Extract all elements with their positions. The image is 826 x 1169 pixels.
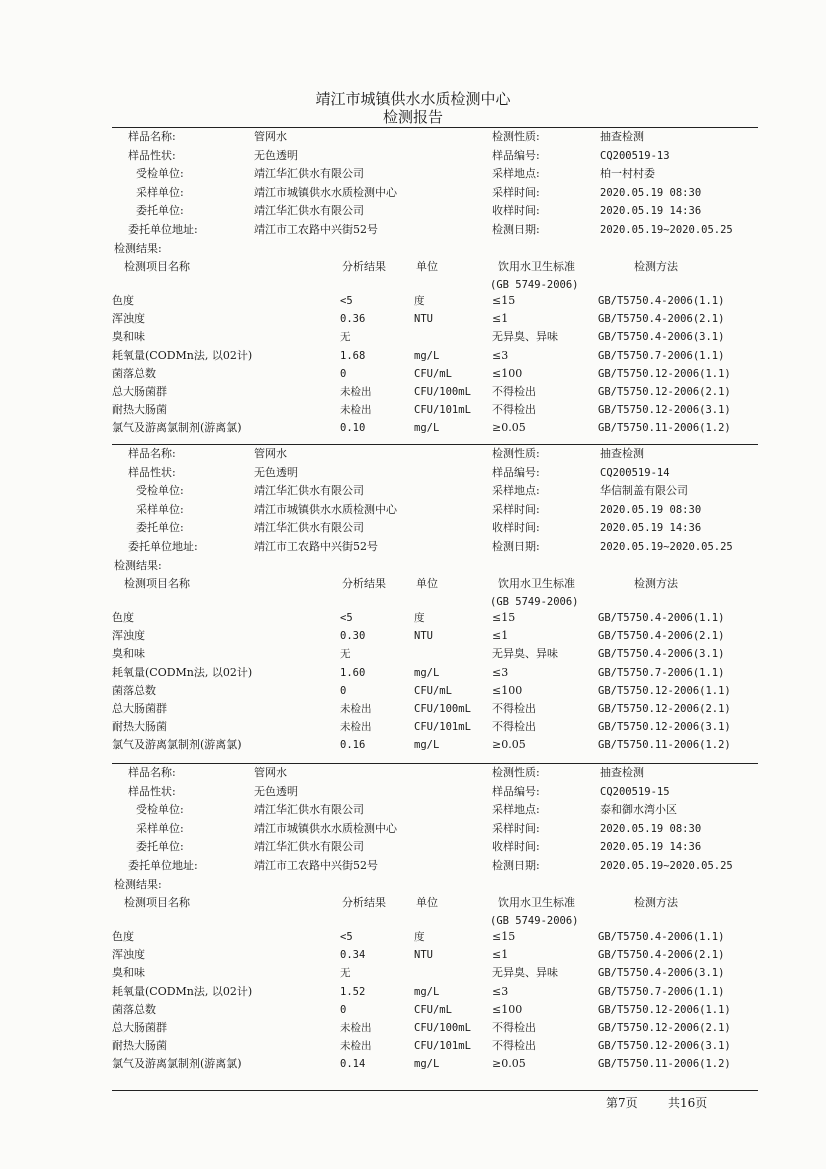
item-result: 0.36 xyxy=(340,313,366,326)
field-value-inspected-unit: 靖江华汇供水有限公司 xyxy=(254,484,364,497)
item-unit: 度 xyxy=(414,931,425,943)
col-header-method: 检测方法 xyxy=(634,577,678,590)
item-name: 色度 xyxy=(112,930,134,943)
item-result: <5 xyxy=(340,295,353,307)
item-name: 氯气及游离氯制剂(游离氯) xyxy=(112,738,242,752)
field-value-sampling-unit: 靖江市城镇供水水质检测中心 xyxy=(254,185,397,199)
field-label-sampling-unit: 采样单位: xyxy=(136,185,184,199)
field-value-entrusting-address: 靖江市工农路中兴街52号 xyxy=(254,222,378,236)
page-number: 第7页 xyxy=(606,1096,638,1110)
item-name: 臭和味 xyxy=(112,647,145,661)
item-method: GB/T5750.12-2006(3.1) xyxy=(598,1040,731,1053)
col-header-standard-ref: (GB 5749-2006) xyxy=(490,915,579,927)
item-method: GB/T5750.4-2006(1.1) xyxy=(598,931,725,943)
col-header-result: 分析结果 xyxy=(342,260,386,273)
field-label-sample-name: 样品名称: xyxy=(128,130,176,143)
col-header-standard: 饮用水卫生标准 xyxy=(498,577,575,590)
field-label-sampling-unit: 采样单位: xyxy=(136,502,184,516)
field-label-sample-name: 样品名称: xyxy=(128,766,176,779)
item-method: GB/T5750.11-2006(1.2) xyxy=(598,422,731,435)
field-label-sampling-time: 采样时间: xyxy=(492,821,540,835)
item-method: GB/T5750.4-2006(2.1) xyxy=(598,630,725,643)
item-method: GB/T5750.7-2006(1.1) xyxy=(598,985,725,998)
item-name: 浑浊度 xyxy=(112,948,145,962)
field-value-test-date: 2020.05.19~2020.05.25 xyxy=(600,859,733,872)
item-standard: ≥0.05 xyxy=(492,1057,526,1071)
item-name: 耐热大肠菌 xyxy=(112,1039,167,1053)
col-header-standard-ref: (GB 5749-2006) xyxy=(490,596,579,608)
item-method: GB/T5750.11-2006(1.2) xyxy=(598,1058,731,1071)
item-result: <5 xyxy=(340,931,353,943)
report-org-title: 靖江市城镇供水水质检测中心 xyxy=(315,90,511,108)
item-method: GB/T5750.7-2006(1.1) xyxy=(598,666,725,679)
col-header-unit: 单位 xyxy=(416,577,438,590)
item-method: GB/T5750.12-2006(3.1) xyxy=(598,721,731,734)
item-standard: ≤15 xyxy=(492,611,516,624)
item-unit: NTU xyxy=(414,630,433,643)
col-header-item: 检测项目名称 xyxy=(124,896,190,909)
field-value-receive-time: 2020.05.19 14:36 xyxy=(600,522,702,534)
field-label-inspected-unit: 受检单位: xyxy=(136,803,184,816)
field-value-sampling-place: 泰和御水湾小区 xyxy=(600,803,677,816)
item-name: 色度 xyxy=(112,611,134,624)
item-standard: 不得检出 xyxy=(492,385,536,398)
field-value-receive-time: 2020.05.19 14:36 xyxy=(600,205,702,217)
item-method: GB/T5750.12-2006(2.1) xyxy=(598,386,731,398)
item-unit: mg/L xyxy=(414,422,440,435)
item-result: 0.30 xyxy=(340,630,366,643)
item-standard: ≤15 xyxy=(492,294,516,307)
item-result: 1.52 xyxy=(340,985,366,998)
field-value-entrusting-unit: 靖江华汇供水有限公司 xyxy=(254,521,364,534)
item-unit: CFU/100mL xyxy=(414,703,471,715)
field-label-sampling-place: 采样地点: xyxy=(492,167,540,180)
item-unit: mg/L xyxy=(414,985,440,998)
item-method: GB/T5750.4-2006(3.1) xyxy=(598,648,725,661)
field-label-test-date: 检测日期: xyxy=(492,539,540,553)
item-result: 0 xyxy=(340,1003,347,1016)
item-result: 0 xyxy=(340,684,347,697)
item-result: 0.16 xyxy=(340,739,366,752)
field-value-sample-no: CQ200519-14 xyxy=(600,466,670,479)
field-label-sample-no: 样品编号: xyxy=(492,784,540,798)
col-header-item: 检测项目名称 xyxy=(124,577,190,590)
item-standard: ≥0.05 xyxy=(492,421,526,435)
item-method: GB/T5750.4-2006(2.1) xyxy=(598,949,725,962)
field-label-sample-property: 样品性状: xyxy=(128,465,176,479)
item-result: 0.10 xyxy=(340,422,366,435)
field-value-sample-no: CQ200519-13 xyxy=(600,149,670,162)
item-name: 氯气及游离氯制剂(游离氯) xyxy=(112,421,242,435)
results-heading: 检测结果: xyxy=(114,242,162,255)
field-value-entrusting-unit: 靖江华汇供水有限公司 xyxy=(254,840,364,853)
field-label-test-nature: 检测性质: xyxy=(492,447,540,460)
item-name: 浑浊度 xyxy=(112,629,145,643)
col-header-standard-ref: (GB 5749-2006) xyxy=(490,279,579,291)
item-standard: 不得检出 xyxy=(492,403,536,417)
item-unit: CFU/mL xyxy=(414,367,452,380)
item-result: 0.34 xyxy=(340,949,366,962)
item-unit: mg/L xyxy=(414,1058,440,1071)
item-method: GB/T5750.12-2006(2.1) xyxy=(598,1022,731,1034)
field-label-sampling-unit: 采样单位: xyxy=(136,821,184,835)
field-label-sample-property: 样品性状: xyxy=(128,784,176,798)
field-value-receive-time: 2020.05.19 14:36 xyxy=(600,841,702,853)
col-header-method: 检测方法 xyxy=(634,896,678,909)
item-standard: 无异臭、异味 xyxy=(492,647,558,661)
item-method: GB/T5750.4-2006(2.1) xyxy=(598,313,725,326)
item-name: 臭和味 xyxy=(112,966,145,980)
field-value-sampling-time: 2020.05.19 08:30 xyxy=(600,186,702,199)
item-name: 菌落总数 xyxy=(112,1002,156,1016)
item-result: 0.14 xyxy=(340,1058,366,1071)
field-label-sampling-time: 采样时间: xyxy=(492,185,540,199)
item-result: 未检出 xyxy=(340,386,372,398)
field-label-sample-no: 样品编号: xyxy=(492,465,540,479)
field-value-sampling-unit: 靖江市城镇供水水质检测中心 xyxy=(254,502,397,516)
item-standard: ≤100 xyxy=(492,366,523,380)
item-name: 菌落总数 xyxy=(112,683,156,697)
item-standard: 不得检出 xyxy=(492,1039,536,1053)
item-method: GB/T5750.4-2006(1.1) xyxy=(598,295,725,307)
block-separator-line xyxy=(112,763,758,764)
page-total: 共16页 xyxy=(668,1096,708,1110)
field-label-sample-name: 样品名称: xyxy=(128,447,176,460)
item-unit: CFU/100mL xyxy=(414,1022,471,1034)
item-method: GB/T5750.12-2006(1.1) xyxy=(598,367,731,380)
col-header-standard: 饮用水卫生标准 xyxy=(498,260,575,273)
field-value-sampling-place: 华信制盖有限公司 xyxy=(600,484,688,497)
field-value-sampling-time: 2020.05.19 08:30 xyxy=(600,503,702,516)
field-label-sampling-place: 采样地点: xyxy=(492,803,540,816)
item-standard: ≤1 xyxy=(492,948,509,962)
item-result: 1.68 xyxy=(340,349,366,362)
item-unit: CFU/101mL xyxy=(414,404,471,417)
field-label-receive-time: 收样时间: xyxy=(492,204,540,217)
field-value-entrusting-unit: 靖江华汇供水有限公司 xyxy=(254,204,364,217)
item-result: 未检出 xyxy=(340,404,372,417)
field-label-test-nature: 检测性质: xyxy=(492,130,540,143)
item-name: 耐热大肠菌 xyxy=(112,403,167,417)
field-label-test-date: 检测日期: xyxy=(492,858,540,872)
item-result: 未检出 xyxy=(340,1022,372,1034)
field-value-inspected-unit: 靖江华汇供水有限公司 xyxy=(254,803,364,816)
field-value-sample-property: 无色透明 xyxy=(254,148,298,162)
item-method: GB/T5750.12-2006(3.1) xyxy=(598,404,731,417)
field-label-entrusting-address: 委托单位地址: xyxy=(128,858,198,872)
item-method: GB/T5750.12-2006(1.1) xyxy=(598,684,731,697)
field-value-inspected-unit: 靖江华汇供水有限公司 xyxy=(254,167,364,180)
field-label-inspected-unit: 受检单位: xyxy=(136,484,184,497)
item-name: 菌落总数 xyxy=(112,366,156,380)
item-unit: mg/L xyxy=(414,739,440,752)
item-name: 色度 xyxy=(112,294,134,307)
item-method: GB/T5750.7-2006(1.1) xyxy=(598,349,725,362)
item-name: 总大肠菌群 xyxy=(112,385,167,398)
item-method: GB/T5750.4-2006(1.1) xyxy=(598,612,725,624)
footer-rule xyxy=(112,1090,758,1091)
field-value-test-date: 2020.05.19~2020.05.25 xyxy=(600,540,733,553)
results-heading: 检测结果: xyxy=(114,878,162,891)
field-value-entrusting-address: 靖江市工农路中兴街52号 xyxy=(254,858,378,872)
item-standard: 无异臭、异味 xyxy=(492,330,558,344)
item-standard: ≤1 xyxy=(492,629,509,643)
field-label-receive-time: 收样时间: xyxy=(492,521,540,534)
item-result: 无 xyxy=(340,967,351,980)
item-method: GB/T5750.11-2006(1.2) xyxy=(598,739,731,752)
item-unit: CFU/100mL xyxy=(414,386,471,398)
field-label-entrusting-address: 委托单位地址: xyxy=(128,222,198,236)
item-standard: ≤100 xyxy=(492,683,523,697)
item-unit: NTU xyxy=(414,949,433,962)
field-value-test-nature: 抽查检测 xyxy=(600,447,644,460)
field-label-entrusting-unit: 委托单位: xyxy=(136,204,184,217)
col-header-standard: 饮用水卫生标准 xyxy=(498,896,575,909)
field-value-sample-property: 无色透明 xyxy=(254,784,298,798)
item-unit: 度 xyxy=(414,612,425,624)
item-standard: 不得检出 xyxy=(492,1021,536,1034)
item-unit: mg/L xyxy=(414,349,440,362)
col-header-unit: 单位 xyxy=(416,260,438,273)
field-value-sampling-unit: 靖江市城镇供水水质检测中心 xyxy=(254,821,397,835)
item-result: 1.60 xyxy=(340,666,366,679)
field-value-sampling-time: 2020.05.19 08:30 xyxy=(600,822,702,835)
field-label-test-date: 检测日期: xyxy=(492,222,540,236)
results-heading: 检测结果: xyxy=(114,559,162,572)
field-value-entrusting-address: 靖江市工农路中兴街52号 xyxy=(254,539,378,553)
field-value-sampling-place: 柏一村村委 xyxy=(600,167,655,180)
item-unit: CFU/101mL xyxy=(414,1040,471,1053)
item-standard: 不得检出 xyxy=(492,720,536,734)
item-standard: 不得检出 xyxy=(492,702,536,715)
item-standard: ≤3 xyxy=(492,984,509,998)
field-label-sample-no: 样品编号: xyxy=(492,148,540,162)
item-method: GB/T5750.12-2006(2.1) xyxy=(598,703,731,715)
item-name: 总大肠菌群 xyxy=(112,1021,167,1034)
block-separator-line xyxy=(112,127,758,128)
field-label-test-nature: 检测性质: xyxy=(492,766,540,779)
item-unit: CFU/mL xyxy=(414,684,452,697)
item-unit: mg/L xyxy=(414,666,440,679)
field-value-test-date: 2020.05.19~2020.05.25 xyxy=(600,223,733,236)
field-value-test-nature: 抽查检测 xyxy=(600,766,644,779)
item-result: 无 xyxy=(340,648,351,661)
field-label-entrusting-unit: 委托单位: xyxy=(136,521,184,534)
field-label-sampling-time: 采样时间: xyxy=(492,502,540,516)
item-unit: CFU/101mL xyxy=(414,721,471,734)
item-name: 耗氧量(CODMn法, 以02计) xyxy=(112,348,253,362)
item-standard: ≥0.05 xyxy=(492,738,526,752)
field-value-sample-name: 管网水 xyxy=(254,766,287,779)
item-name: 浑浊度 xyxy=(112,312,145,326)
item-unit: NTU xyxy=(414,313,433,326)
field-value-sample-no: CQ200519-15 xyxy=(600,785,670,798)
item-result: 0 xyxy=(340,367,347,380)
item-result: 无 xyxy=(340,331,351,344)
field-label-sampling-place: 采样地点: xyxy=(492,484,540,497)
item-method: GB/T5750.4-2006(3.1) xyxy=(598,967,725,980)
item-method: GB/T5750.12-2006(1.1) xyxy=(598,1003,731,1016)
item-standard: ≤1 xyxy=(492,312,509,326)
item-standard: ≤3 xyxy=(492,665,509,679)
field-label-entrusting-address: 委托单位地址: xyxy=(128,539,198,553)
col-header-result: 分析结果 xyxy=(342,896,386,909)
field-label-entrusting-unit: 委托单位: xyxy=(136,840,184,853)
col-header-result: 分析结果 xyxy=(342,577,386,590)
item-standard: ≤15 xyxy=(492,930,516,943)
item-name: 耗氧量(CODMn法, 以02计) xyxy=(112,984,253,998)
report-title: 检测报告 xyxy=(382,108,443,126)
item-name: 氯气及游离氯制剂(游离氯) xyxy=(112,1057,242,1071)
block-separator-line xyxy=(112,444,758,445)
col-header-method: 检测方法 xyxy=(634,260,678,273)
col-header-unit: 单位 xyxy=(416,896,438,909)
item-unit: CFU/mL xyxy=(414,1003,452,1016)
field-value-sample-name: 管网水 xyxy=(254,130,287,143)
field-value-test-nature: 抽查检测 xyxy=(600,130,644,143)
item-name: 耐热大肠菌 xyxy=(112,720,167,734)
field-label-sample-property: 样品性状: xyxy=(128,148,176,162)
item-standard: ≤3 xyxy=(492,348,509,362)
item-standard: 无异臭、异味 xyxy=(492,966,558,980)
item-result: 未检出 xyxy=(340,703,372,715)
field-label-inspected-unit: 受检单位: xyxy=(136,167,184,180)
item-standard: ≤100 xyxy=(492,1002,523,1016)
item-unit: 度 xyxy=(414,295,425,307)
item-name: 总大肠菌群 xyxy=(112,702,167,715)
item-name: 臭和味 xyxy=(112,330,145,344)
field-label-receive-time: 收样时间: xyxy=(492,840,540,853)
item-method: GB/T5750.4-2006(3.1) xyxy=(598,331,725,344)
item-name: 耗氧量(CODMn法, 以02计) xyxy=(112,665,253,679)
field-value-sample-name: 管网水 xyxy=(254,447,287,460)
item-result: 未检出 xyxy=(340,721,372,734)
item-result: <5 xyxy=(340,612,353,624)
field-value-sample-property: 无色透明 xyxy=(254,465,298,479)
item-result: 未检出 xyxy=(340,1040,372,1053)
col-header-item: 检测项目名称 xyxy=(124,260,190,273)
